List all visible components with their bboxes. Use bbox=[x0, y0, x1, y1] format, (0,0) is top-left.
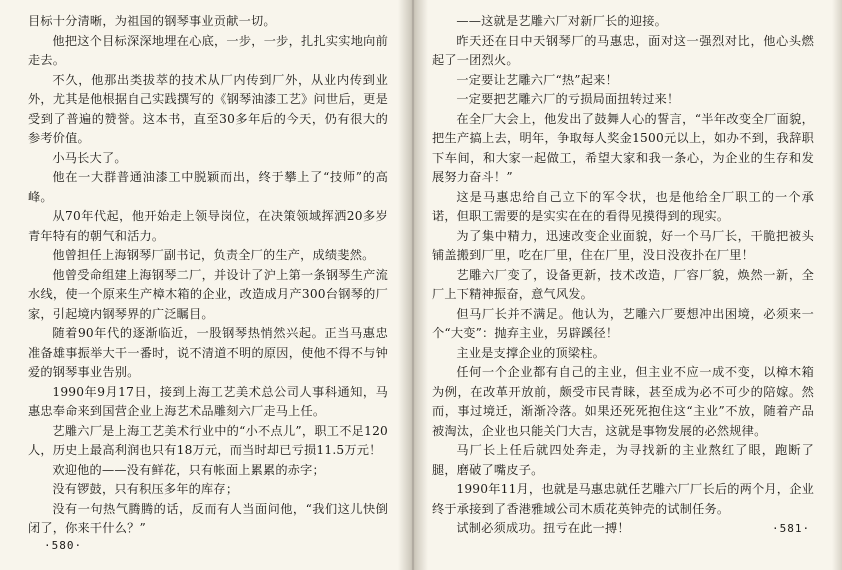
paragraph: 没有一句热气腾腾的话，反而有人当面问他，“我们这儿快倒闭了，你来干什么？” bbox=[28, 501, 388, 535]
paragraph: 任何一个企业都有自己的主业，但主业不应一成不变，以樟木箱为例，在改革开放前，颇受市民青睐，甚至成为必不可少的陪嫁。然而，事过境迁，渐渐冷落。如果还死死抱住这“主业”不放，随着产品被淘汰，企业也只能关门大吉，这就是事物发展的必然规律。 bbox=[432, 365, 814, 438]
left-page-text bbox=[28, 12, 388, 539]
paragraph: 从70年代起，他开始走上领导岗位，在决策领域挥洒20多岁青年特有的朝气和活力。 bbox=[28, 209, 388, 243]
paragraph: 昨天还在日中天钢琴厂的马惠忠，面对这一强烈对比，他心头燃起了一团烈火。 bbox=[432, 33, 814, 67]
paragraph: 在全厂大会上，他发出了鼓舞人心的誓言，“半年改变全厂面貌，把生产搞上去，明年，争取每人奖金1500元以上，如办不到，我辞职下车间，和大家一起做工，希望大家和我一条心，为企业的生存和发展努力奋斗！” bbox=[432, 111, 814, 184]
paragraph: 他把这个目标深深地埋在心底，一步，一步，扎扎实实地向前走去。 bbox=[28, 33, 388, 67]
paragraph: 目标十分清晰，为祖国的钢琴事业贡献一切。 bbox=[28, 14, 276, 28]
paragraph: 他曾担任上海钢琴厂副书记，负责全厂的生产，成绩斐然。 bbox=[52, 248, 375, 262]
paragraph: 不久，他那出类拔萃的技术从厂内传到厂外，从业内传到业外，尤其是他根据自己实践撰写的《钢琴油漆工艺》问世后，更是受到了普遍的赞誉。这本书，直至30多年后的今天，仍有很大的参考价值。 bbox=[28, 72, 388, 145]
right-page-text bbox=[432, 12, 814, 539]
paragraph: 一定要把艺雕六厂的亏损局面扭转过来！ bbox=[456, 92, 680, 106]
paragraph: ——这就是艺雕六厂对新厂长的迎接。 bbox=[456, 14, 667, 28]
paragraph: 试制必须成功。扭亏在此一搏！ bbox=[456, 521, 630, 535]
paragraph: 艺雕六厂变了，设备更新，技术改造，厂容厂貌，焕然一新，全厂上下精神振奋，意气风发。 bbox=[432, 267, 814, 301]
paragraph: 但马厂长并不满足。他认为，艺雕六厂要想冲出困境，必须来一个“大变”：抛弃主业，另辟蹊径！ bbox=[432, 306, 814, 340]
page-edge-shadow bbox=[832, 0, 842, 570]
paragraph: 艺雕六厂是上海工艺美术行业中的“小不点儿”，职工不足120人，历史上最高利润也只有18万元，而当时却已亏损11.5万元！ bbox=[28, 423, 388, 457]
paragraph: 一定要让艺雕六厂“热”起来！ bbox=[456, 72, 618, 87]
paragraph: 小马长大了。 bbox=[52, 150, 127, 165]
paragraph: 随着90年代的逐渐临近，一股钢琴热悄然兴起。正当马惠忠准备雄事振举大干一番时，说不清道不明的原因，使他不得不与钟爱的钢琴事业告别。 bbox=[28, 326, 388, 379]
book-gutter bbox=[398, 0, 428, 570]
paragraph: 主业是支撑企业的顶梁柱。 bbox=[456, 345, 606, 360]
page-number: ·580· bbox=[44, 539, 83, 552]
paragraph: 这是马惠忠给自己立下的军令状，也是他给全厂职工的一个承诺，但职工需要的是实实在在的看得见摸得到的现实。 bbox=[432, 189, 814, 223]
paragraph: 马厂长上任后就四处奔走，为寻找新的主业熬红了眼，跑断了腿，磨破了嘴皮子。 bbox=[432, 443, 814, 477]
paragraph: 欢迎他的——没有鲜花，只有帐面上累累的赤字； bbox=[52, 462, 325, 477]
left-page bbox=[0, 0, 412, 570]
page-number: ·581· bbox=[772, 522, 811, 535]
paragraph: 没有锣鼓，只有积压多年的库存； bbox=[52, 482, 239, 496]
paragraph: 1990年11月，也就是马惠忠就任艺雕六厂厂长后的两个月，企业终于承接到了香港雅域公司木质花英钟壳的试制任务。 bbox=[432, 482, 814, 516]
paragraph: 他曾受命组建上海钢琴二厂，并设计了沪上第一条钢琴生产流水线，使一个原来生产樟木箱的企业，改造成月产300台钢琴的厂家，引起境内钢琴界的广泛瞩目。 bbox=[28, 267, 388, 321]
paragraph: 1990年9月17日，接到上海工艺美术总公司人事科通知，马惠忠奉命来到国营企业上海艺术品雕刻六厂走马上任。 bbox=[28, 384, 388, 418]
paragraph: 他在一大群普通油漆工中脱颖而出，终于攀上了“技师”的高峰。 bbox=[28, 170, 388, 204]
paragraph: 为了集中精力，迅速改变企业面貌，好一个马厂长，干脆把被头铺盖搬到厂里，吃在厂里，住在厂里，没日没夜扑在厂里！ bbox=[432, 228, 814, 262]
right-page bbox=[412, 0, 842, 570]
